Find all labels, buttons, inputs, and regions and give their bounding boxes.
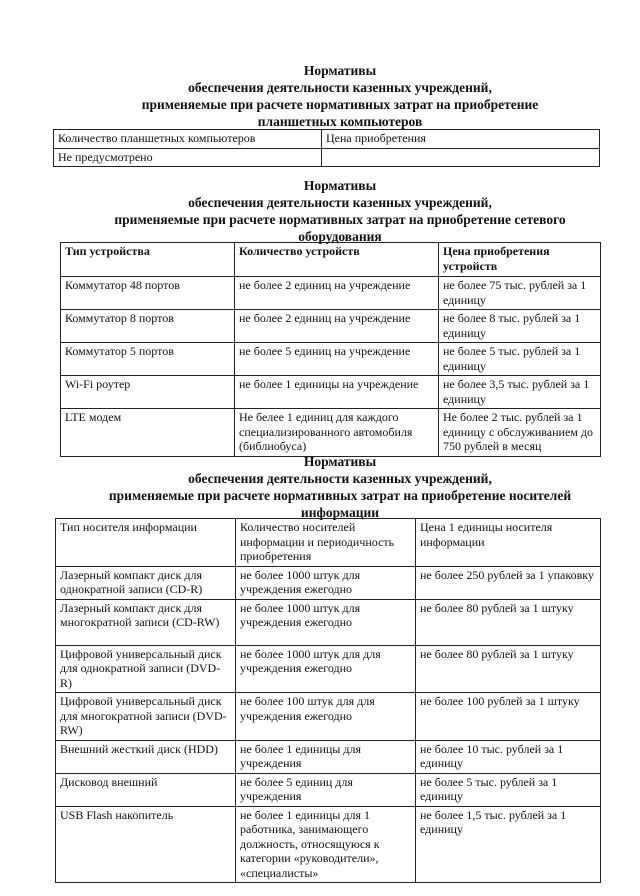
table-cell: не более 5 единиц для учреждения: [236, 773, 416, 806]
table-row: [61, 376, 601, 409]
table-cell: Не более 2 тыс. рублей за 1 единицу с обслуживанием до 750 рублей в месяц: [439, 409, 601, 457]
table-row: [56, 645, 601, 693]
table-cell: не более 1000 штук для для учреждения ежегодно: [236, 645, 416, 693]
table-cell: не более 3,5 тыс. рублей за 1 единицу: [439, 376, 601, 409]
header-cell: Цена 1 единицы носителя информации: [416, 519, 601, 567]
header-cell: Тип носителя информации: [56, 519, 236, 567]
table-header-row: [54, 130, 600, 149]
title-line: обеспечения деятельности казенных учреждений,: [188, 471, 492, 486]
table-cell: Не белее 1 единиц для каждого специализированного автомобиля (библиобуса): [235, 409, 439, 457]
header-cell: Цена приобретения: [322, 130, 600, 149]
title-line: применяемые при расчете нормативных затрат на приобретение сетевого: [114, 212, 566, 227]
table-cell: Коммутатор 5 портов: [61, 343, 235, 376]
table-row: [61, 310, 601, 343]
table-cell: не более 1 единицы на учреждение: [235, 376, 439, 409]
table-cell: не более 5 тыс. рублей за 1 единицу: [416, 773, 601, 806]
table-cell: не более 2 единиц на учреждение: [235, 310, 439, 343]
table-row: [56, 773, 601, 806]
table-header-row: [56, 519, 601, 567]
header-cell: Количество устройств: [235, 243, 439, 277]
table-cell: Wi-Fi роутер: [61, 376, 235, 409]
title-line: применяемые при расчете нормативных затрат на приобретение носителей: [108, 488, 572, 503]
table-cell: Не предусмотрено: [54, 148, 322, 167]
table-cell: USB Flash накопитель: [56, 806, 236, 883]
table-row: [61, 277, 601, 310]
table-row: [54, 148, 600, 167]
table-row: [56, 566, 601, 599]
title-line: Нормативы: [303, 454, 377, 469]
title-line: планшетных компьютеров: [257, 114, 423, 129]
table-cell: не более 5 тыс. рублей за 1 единицу: [439, 343, 601, 376]
tablets-table: [53, 129, 600, 167]
title-line: оборудования: [298, 229, 382, 244]
title-line: информации: [300, 505, 380, 520]
table-cell: Внешний жесткий диск (HDD): [56, 740, 236, 773]
table-cell: не более 1,5 тыс. рублей за 1 единицу: [416, 806, 601, 883]
section2-title: [40, 177, 640, 245]
title-line: обеспечения деятельности казенных учреждений,: [188, 80, 492, 95]
table-cell: Коммутатор 8 портов: [61, 310, 235, 343]
table-cell: не более 1 единицы для 1 работника, занимающего должность, относящуюся к категории «руководители», «специалисты»: [236, 806, 416, 883]
table-cell: не более 8 тыс. рублей за 1 единицу: [439, 310, 601, 343]
table-cell: не более 100 штук для для учреждения ежегодно: [236, 693, 416, 741]
header-cell: Количество планшетных компьютеров: [54, 130, 322, 149]
table-row: [56, 693, 601, 741]
title-line: применяемые при расчете нормативных затрат на приобретение: [141, 97, 539, 112]
table-cell: не более 10 тыс. рублей за 1 единицу: [416, 740, 601, 773]
table-cell: не более 250 рублей за 1 упаковку: [416, 566, 601, 599]
table-cell: Дисковод внешний: [56, 773, 236, 806]
section1-title: [40, 62, 640, 130]
table-cell: Лазерный компакт диск для многократной записи (CD-RW): [56, 599, 236, 645]
title-line: Нормативы: [303, 63, 377, 78]
table-row: [61, 409, 601, 457]
title-line: обеспечения деятельности казенных учреждений,: [188, 195, 492, 210]
table-cell: [322, 148, 600, 167]
table-header-row: [61, 243, 601, 277]
table-cell: не более 1000 штук для учреждения ежегодно: [236, 566, 416, 599]
table-cell: не более 75 тыс. рублей за 1 единицу: [439, 277, 601, 310]
network-equipment-table: [60, 242, 601, 457]
table-cell: не более 100 рублей за 1 штуку: [416, 693, 601, 741]
table-cell: не более 80 рублей за 1 штуку: [416, 645, 601, 693]
table-cell: не более 5 единиц на учреждение: [235, 343, 439, 376]
header-cell: Количество носителей информации и периодичность приобретения: [236, 519, 416, 567]
header-cell: Цена приобретения устройств: [439, 243, 601, 277]
table-cell: Цифровой универсальный диск для многократной записи (DVD- RW): [56, 693, 236, 741]
table-cell: не более 1000 штук для учреждения ежегодно: [236, 599, 416, 645]
table-row: [56, 599, 601, 645]
table-row: [56, 740, 601, 773]
header-cell: Тип устройства: [61, 243, 235, 277]
table-cell: Лазерный компакт диск для однократной записи (CD-R): [56, 566, 236, 599]
table-row: [56, 806, 601, 883]
table-row: [61, 343, 601, 376]
title-line: Нормативы: [303, 178, 377, 193]
storage-media-table: [55, 518, 601, 883]
table-cell: не более 1 единицы для учреждения: [236, 740, 416, 773]
table-cell: не более 80 рублей за 1 штуку: [416, 599, 601, 645]
table-cell: Цифровой универсальный диск для однократной записи (DVD-R): [56, 645, 236, 693]
table-cell: Коммутатор 48 портов: [61, 277, 235, 310]
table-cell: LTE модем: [61, 409, 235, 457]
table-cell: не более 2 единиц на учреждение: [235, 277, 439, 310]
section3-title: [40, 453, 640, 521]
